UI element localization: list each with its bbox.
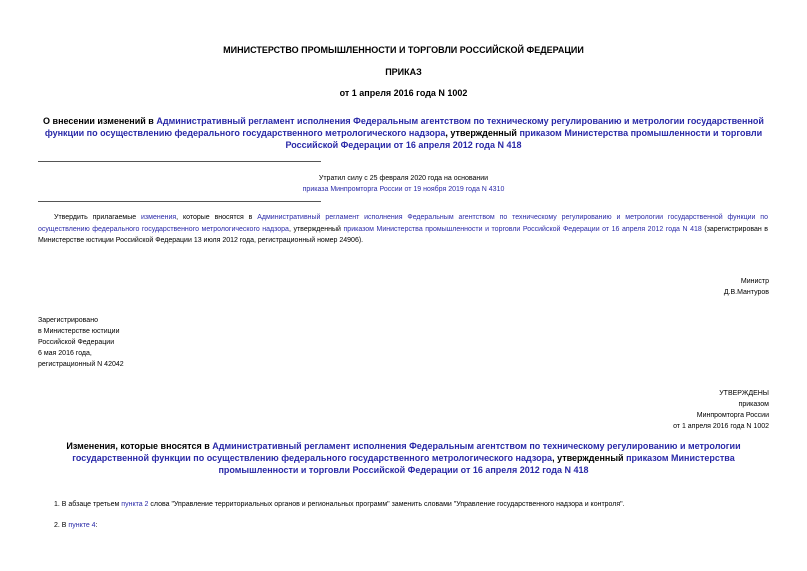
- p1-mid1: , которые вносятся в: [176, 214, 253, 221]
- approved-line-2: приказом: [738, 401, 769, 408]
- changes-title-middle: , утвержденный: [552, 453, 624, 463]
- changes-title: [65, 440, 742, 476]
- order-date: от 1 апреля 2016 года N 1002: [339, 88, 468, 98]
- order-title: [40, 115, 767, 151]
- registration-line-2: в Министерстве юстиции: [38, 328, 120, 335]
- item-2-suffix: :: [95, 522, 98, 529]
- status-link[interactable]: приказа Минпромторга России от 19 ноября 2019 года N 4310: [302, 186, 505, 193]
- p1-order-link[interactable]: приказом Министерства промышленности и торговли Российской Федерации от 16 апреля 2012 года N 418: [343, 225, 702, 233]
- registration-line-1: Зарегистрировано: [38, 317, 98, 324]
- title-order-link[interactable]: приказом Министерства промышленности и торговли Российской Федерации от 16 апреля 2012 года N 418: [285, 128, 763, 150]
- p1-regulation-link[interactable]: Административный регламент исполнения Федеральным агентством по техническому регулированию и метрологии государственной функции по осуществлению федерального государственного метрологического надзора: [38, 214, 768, 233]
- ministry-heading: МИНИСТЕРСТВО ПРОМЫШЛЕННОСТИ И ТОРГОВЛИ РОССИЙСКОЙ ФЕДЕРАЦИИ: [223, 45, 584, 55]
- item-1: [54, 500, 774, 510]
- approved-line-1: УТВЕРЖДЕНЫ: [719, 390, 769, 397]
- item-1-prefix: 1. В абзаце третьем: [54, 501, 120, 508]
- item-1-link[interactable]: пункта 2: [121, 501, 149, 508]
- signature-name: Д.В.Мантуров: [723, 289, 769, 296]
- approved-line-4: от 1 апреля 2016 года N 1002: [673, 423, 769, 430]
- changes-title-prefix: Изменения, которые вносятся в: [66, 441, 210, 451]
- changes-title-regulation-link[interactable]: Административный регламент исполнения Федеральным агентством по техническому регулированию и метрологии государственной функции по осуществлению федерального государственного метрологического надзора: [72, 441, 741, 463]
- divider-top: [38, 161, 321, 162]
- item-2-link[interactable]: пункте 4: [68, 522, 96, 529]
- title-prefix: О внесении изменений в: [43, 116, 154, 126]
- title-regulation-link[interactable]: Административный регламент исполнения Федеральным агентством по техническому регулированию и метрологии государственной функции по осуществлению федерального государственного метрологического надзора: [44, 116, 764, 138]
- status-line: Утратил силу с 25 февраля 2020 года на основании: [318, 175, 489, 182]
- title-middle: , утвержденный: [445, 128, 517, 138]
- doc-type-heading: ПРИКАЗ: [385, 67, 422, 77]
- approved-line-3: Минпромторга России: [696, 412, 769, 419]
- signature-role: Министр: [740, 278, 769, 285]
- registration-line-4: 6 мая 2016 года,: [38, 350, 92, 357]
- divider-bottom: [38, 201, 321, 202]
- p1-mid2: , утвержденный: [288, 225, 341, 233]
- paragraph-approve: [38, 212, 768, 247]
- p1-prefix: Утвердить прилагаемые: [54, 214, 137, 221]
- changes-title-order-link[interactable]: приказом Министерства промышленности и торговли Российской Федерации от 16 апреля 2012 года N 418: [218, 453, 735, 475]
- item-1-suffix: слова "Управление территориальных органов и региональных программ" заменить словами "Управление государственного надзора и контроля".: [150, 501, 625, 508]
- p1-suffix: (зарегистрирован в Министерстве юстиции Российской Федерации 13 июля 2012 года, регистрационный номер 24906).: [38, 225, 769, 244]
- item-2: [54, 521, 98, 531]
- registration-line-3: Российской Федерации: [38, 339, 115, 346]
- p1-changes-link[interactable]: изменения: [141, 214, 177, 221]
- item-2-prefix: 2. В: [54, 522, 67, 529]
- registration-line-5: регистрационный N 42042: [38, 361, 124, 368]
